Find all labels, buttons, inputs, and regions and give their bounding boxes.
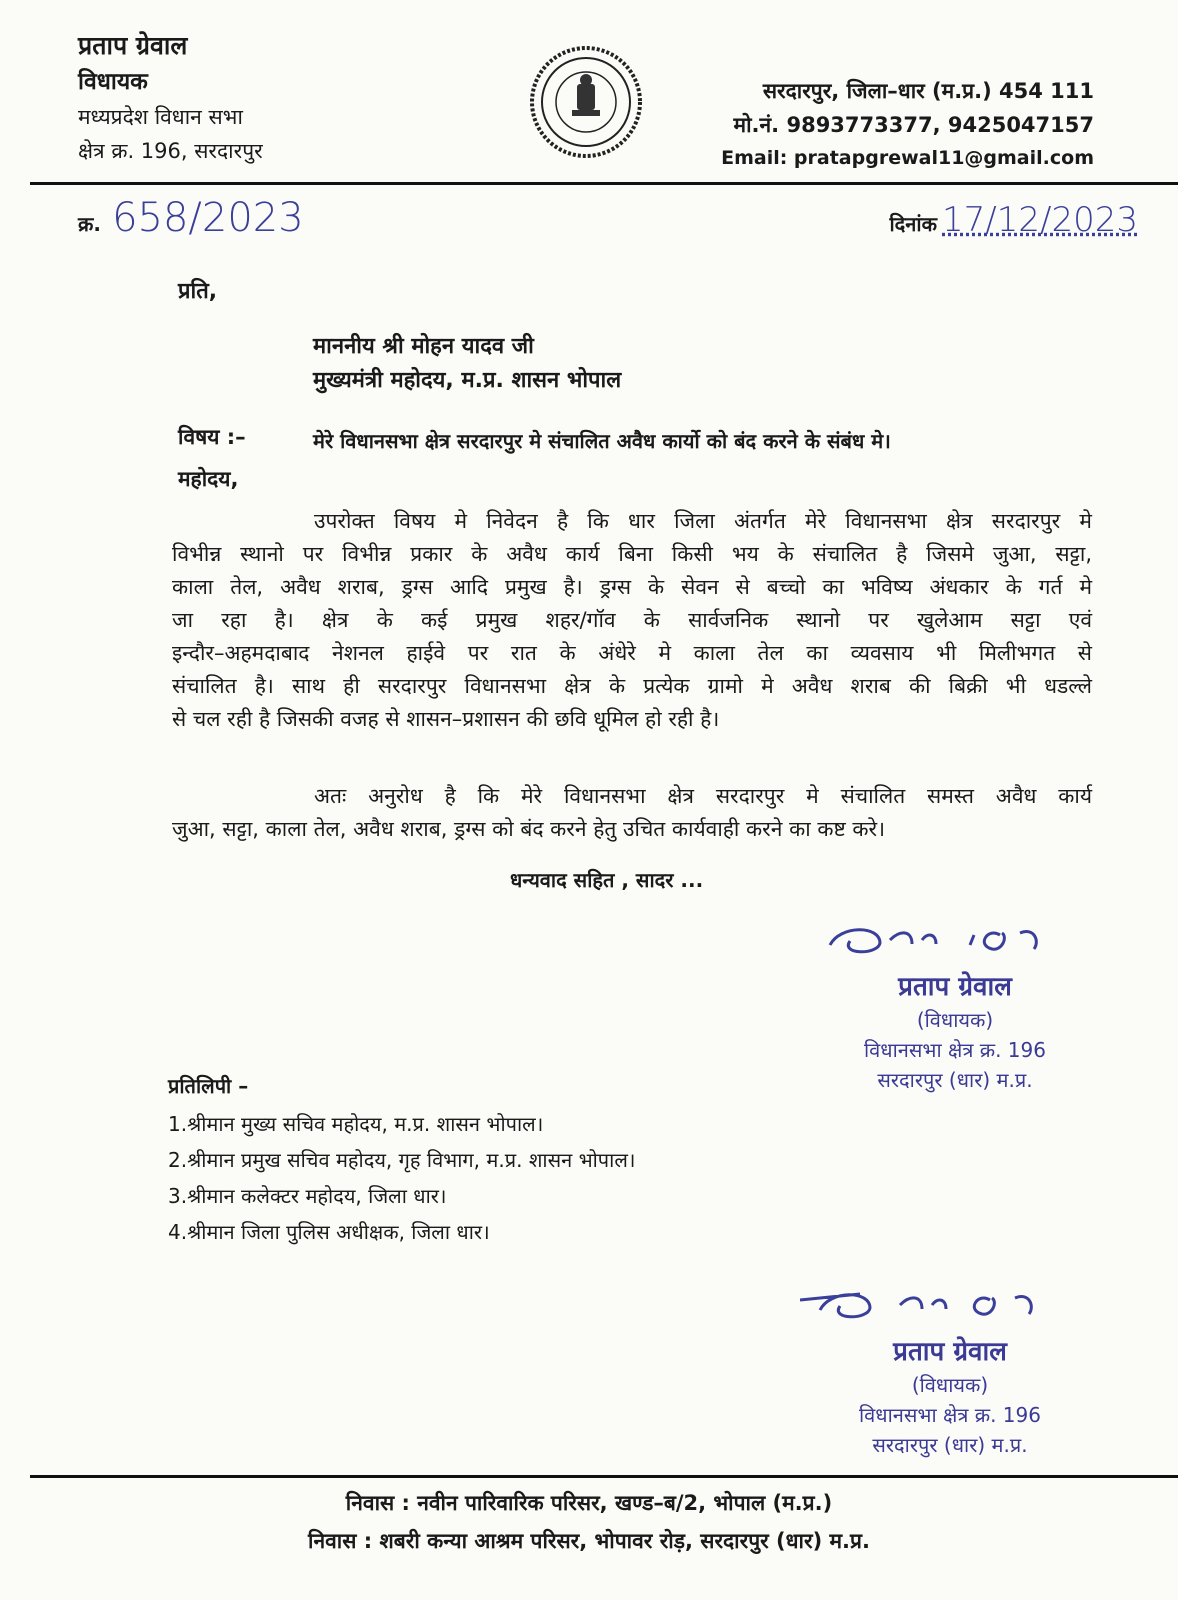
cc-item: 4.श्रीमान जिला पुलिस अधीक्षक, जिला धार। [168,1220,490,1244]
recipient [313,330,621,398]
signatory-designation: (विधायक) [911,1373,989,1397]
body-line: विभीन्न स्थानो पर विभीन्न प्रकार के अवैध कार्य बिना किसी भय के संचालित है जिसमे जुआ, सट्टा, [172,542,1092,566]
body-line: उपरोक्त विषय मे निवेदन है कि धार जिला अंतर्गत मेरे विधानसभा क्षेत्र सरदारपुर मे [314,509,1092,533]
body-line: इन्दौर–अहमदाबाद नेशनल हाईवे पर रात के अंधेरे मे काला तेल का व्यवसाय भी मिलीभगत से [172,641,1092,665]
constituency-number: क्षेत्र क्र. 196, सरदारपुर [78,139,263,163]
body-line: से चल रही है जिसकी वजह से शासन–प्रशासन की छवि धूमिल हो रही है। [172,707,720,731]
emblem [528,44,644,160]
mla-name: प्रताप ग्रेवाल [78,31,188,60]
recipient-name: माननीय श्री मोहन यादव जी [313,334,534,359]
mla-designation: विधायक [78,69,148,95]
closing: धन्यवाद सहित , सादर ... [510,868,704,892]
header-left [78,28,263,168]
greeting: महोदय, [178,467,239,491]
office-address: सरदारपुर, जिला–धार (म.प्र.) 454 111 [762,79,1094,103]
signatory-designation: (विधायक) [916,1008,994,1032]
body-line: अतः अनुरोध है कि मेरे विधानसभा क्षेत्र सरदारपुर मे संचालित समस्त अवैध कार्य [314,784,1092,808]
signature-block-2 [800,1270,1100,1460]
footer [0,1484,1178,1560]
footer-divider [30,1475,1178,1478]
footer-address-1: निवास : नवीन पारिवारिक परिसर, खण्ड–ब/2, भोपाल (म.प्र.) [345,1491,833,1515]
phone-numbers: मो.नं. 9893773377, 9425047157 [733,113,1094,137]
madhya-pradesh-emblem-icon [528,44,644,160]
signatory-constituency: विधानसभा क्षेत्र क्र. 196 [864,1038,1046,1062]
cc-item: 2.श्रीमान प्रमुख सचिव महोदय, गृह विभाग, म.प्र. शासन भोपाल। [168,1148,636,1172]
date-value: 17/12/2023 [942,200,1138,240]
body-line: काला तेल, अवैध शराब, ड्रग्स आदि प्रमुख है। ड्रग्स के सेवन से बच्चो का भविष्य अंधकार के गर्त मे [172,575,1092,599]
reference-number [78,195,304,241]
footer-address-2: निवास : शबरी कन्या आश्रम परिसर, भोपावर रोड़, सरदारपुर (धार) म.प्र. [308,1529,870,1553]
signature [800,1270,1090,1330]
ref-value: 658/2023 [112,195,304,241]
cc-label: प्रतिलिपी – [168,1074,249,1098]
recipient-office: मुख्यमंत्री महोदय, म.प्र. शासन भोपाल [313,368,622,393]
ref-label: क्र. [78,212,101,236]
cc-item: 1.श्रीमान मुख्य सचिव महोदय, म.प्र. शासन भोपाल। [168,1112,544,1136]
body-paragraph-2 [172,780,1092,846]
signatory-place: सरदारपुर (धार) म.प्र. [872,1433,1028,1457]
body-line: जा रहा है। क्षेत्र के कई प्रमुख शहर/गॉव के सार्वजनिक स्थानो पर खुलेआम सट्टा एवं [172,608,1092,632]
subject-text: मेरे विधानसभा क्षेत्र सरदारपुर मे संचालित अवैध कार्यो को बंद करने के संबंध मे। [313,429,891,453]
subject-label: विषय :– [178,425,246,449]
letter-date [889,200,1138,240]
signature [820,905,1080,965]
signatory-place: सरदारपुर (धार) म.प्र. [877,1068,1033,1092]
date-label: दिनांक [889,212,937,236]
signatory-name: प्रताप ग्रेवाल [893,1337,1007,1367]
header-right [721,74,1094,174]
body-line: संचालित है। साथ ही सरदारपुर विधानसभा क्षेत्र के प्रत्येक ग्रामो मे अवैध शराब की बिक्री भी धडल्ले [172,674,1092,698]
header-divider [30,182,1178,185]
assembly-name: मध्यप्रदेश विधान सभा [78,105,243,129]
signatory-name: प्रताप ग्रेवाल [898,972,1012,1002]
body-line: जुआ, सट्टा, काला तेल, अवैध शराब, ड्रग्स को बंद करने हेतु उचित कार्यवाही करने का कष्ट करे। [172,817,886,841]
body-paragraph-1 [172,505,1092,736]
email: Email: pratapgrewal11@gmail.com [721,147,1094,169]
signatory-constituency: विधानसभा क्षेत्र क्र. 196 [859,1403,1041,1427]
signature-block-1 [810,905,1100,1095]
cc-item: 3.श्रीमान कलेक्टर महोदय, जिला धार। [168,1184,447,1208]
salutation-to: प्रति, [178,279,218,304]
cc-list [168,1070,636,1250]
